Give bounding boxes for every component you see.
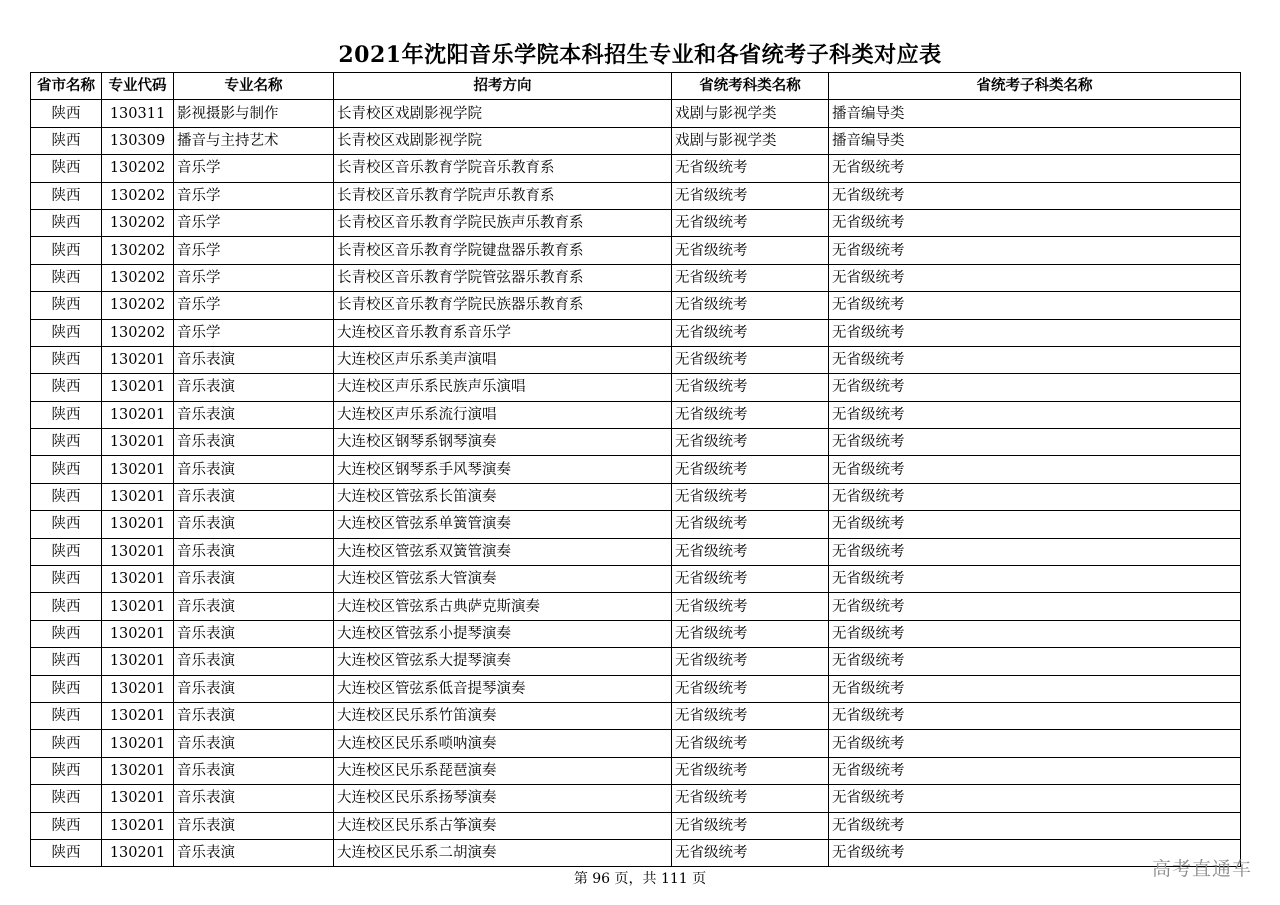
cell-province: 陕西 xyxy=(31,264,102,291)
cell-direction: 长青校区音乐教育学院声乐教育系 xyxy=(334,182,672,209)
cell-major-code: 130201 xyxy=(102,346,174,373)
cell-province: 陕西 xyxy=(31,429,102,456)
table-row xyxy=(31,209,1241,236)
cell-major-name: 音乐表演 xyxy=(174,401,334,428)
cell-exam-subcategory: 无省级统考 xyxy=(829,374,1241,401)
cell-major-code: 130202 xyxy=(102,292,174,319)
cell-exam-subcategory: 无省级统考 xyxy=(829,730,1241,757)
enrollment-table xyxy=(30,72,1241,867)
cell-direction: 大连校区民乐系竹笛演奏 xyxy=(334,702,672,729)
cell-direction: 大连校区管弦系单簧管演奏 xyxy=(334,511,672,538)
cell-exam-subcategory: 无省级统考 xyxy=(829,483,1241,510)
cell-exam-subcategory: 无省级统考 xyxy=(829,264,1241,291)
document-title: 2021年沈阳音乐学院本科招生专业和各省统考子科类对应表 xyxy=(338,42,942,68)
table-row xyxy=(31,675,1241,702)
table-row xyxy=(31,730,1241,757)
cell-major-name: 音乐表演 xyxy=(174,456,334,483)
cell-direction: 大连校区声乐系民族声乐演唱 xyxy=(334,374,672,401)
cell-exam-subcategory: 无省级统考 xyxy=(829,702,1241,729)
watermark-text: 高考直通车 xyxy=(1151,858,1252,880)
cell-major-name: 音乐表演 xyxy=(174,374,334,401)
cell-direction: 大连校区钢琴系手风琴演奏 xyxy=(334,456,672,483)
table-row xyxy=(31,620,1241,647)
cell-direction: 大连校区管弦系古典萨克斯演奏 xyxy=(334,593,672,620)
cell-direction: 大连校区民乐系古筝演奏 xyxy=(334,812,672,839)
table-row xyxy=(31,593,1241,620)
cell-major-code: 130201 xyxy=(102,429,174,456)
cell-major-code: 130202 xyxy=(102,182,174,209)
cell-direction: 长青校区音乐教育学院民族声乐教育系 xyxy=(334,209,672,236)
table-body xyxy=(31,100,1241,867)
cell-major-name: 音乐表演 xyxy=(174,839,334,866)
cell-direction: 大连校区管弦系小提琴演奏 xyxy=(334,620,672,647)
cell-province: 陕西 xyxy=(31,401,102,428)
table-row xyxy=(31,237,1241,264)
cell-direction: 大连校区民乐系扬琴演奏 xyxy=(334,785,672,812)
header-exam-subcategory: 省统考子科类名称 xyxy=(829,73,1241,100)
cell-exam-subcategory: 无省级统考 xyxy=(829,209,1241,236)
cell-province: 陕西 xyxy=(31,785,102,812)
cell-exam-category: 无省级统考 xyxy=(672,839,829,866)
cell-major-code: 130202 xyxy=(102,155,174,182)
cell-major-code: 130201 xyxy=(102,593,174,620)
cell-major-name: 音乐学 xyxy=(174,319,334,346)
cell-exam-category: 无省级统考 xyxy=(672,264,829,291)
cell-exam-subcategory: 无省级统考 xyxy=(829,538,1241,565)
cell-province: 陕西 xyxy=(31,209,102,236)
cell-province: 陕西 xyxy=(31,182,102,209)
cell-major-name: 音乐表演 xyxy=(174,812,334,839)
cell-exam-category: 无省级统考 xyxy=(672,319,829,346)
cell-exam-category: 无省级统考 xyxy=(672,620,829,647)
cell-major-name: 音乐表演 xyxy=(174,346,334,373)
cell-major-name: 音乐表演 xyxy=(174,785,334,812)
cell-major-code: 130201 xyxy=(102,483,174,510)
cell-direction: 大连校区民乐系二胡演奏 xyxy=(334,839,672,866)
table-row xyxy=(31,319,1241,346)
cell-direction: 大连校区民乐系唢呐演奏 xyxy=(334,730,672,757)
table-row xyxy=(31,456,1241,483)
cell-exam-subcategory: 无省级统考 xyxy=(829,757,1241,784)
cell-major-code: 130201 xyxy=(102,839,174,866)
cell-major-name: 音乐学 xyxy=(174,182,334,209)
cell-exam-category: 无省级统考 xyxy=(672,209,829,236)
table-row xyxy=(31,100,1241,127)
cell-major-code: 130202 xyxy=(102,319,174,346)
cell-province: 陕西 xyxy=(31,292,102,319)
table-row xyxy=(31,812,1241,839)
cell-province: 陕西 xyxy=(31,538,102,565)
cell-exam-category: 戏剧与影视学类 xyxy=(672,127,829,154)
cell-province: 陕西 xyxy=(31,566,102,593)
table-row xyxy=(31,648,1241,675)
cell-direction: 大连校区钢琴系钢琴演奏 xyxy=(334,429,672,456)
cell-exam-subcategory: 无省级统考 xyxy=(829,593,1241,620)
cell-exam-category: 无省级统考 xyxy=(672,182,829,209)
cell-exam-category: 无省级统考 xyxy=(672,812,829,839)
table-row xyxy=(31,374,1241,401)
cell-major-name: 播音与主持艺术 xyxy=(174,127,334,154)
header-direction: 招考方向 xyxy=(334,73,672,100)
cell-major-code: 130201 xyxy=(102,675,174,702)
cell-direction: 大连校区管弦系长笛演奏 xyxy=(334,483,672,510)
cell-province: 陕西 xyxy=(31,648,102,675)
cell-major-code: 130202 xyxy=(102,209,174,236)
cell-province: 陕西 xyxy=(31,839,102,866)
cell-province: 陕西 xyxy=(31,702,102,729)
cell-direction: 长青校区音乐教育学院民族器乐教育系 xyxy=(334,292,672,319)
cell-exam-category: 无省级统考 xyxy=(672,730,829,757)
cell-province: 陕西 xyxy=(31,237,102,264)
cell-exam-subcategory: 无省级统考 xyxy=(829,346,1241,373)
cell-major-code: 130202 xyxy=(102,264,174,291)
header-major-code: 专业代码 xyxy=(102,73,174,100)
cell-major-code: 130202 xyxy=(102,237,174,264)
page-number: 第 96 页，共 111 页 xyxy=(573,871,707,887)
cell-major-name: 音乐表演 xyxy=(174,511,334,538)
cell-exam-category: 无省级统考 xyxy=(672,675,829,702)
table-row xyxy=(31,511,1241,538)
table-row xyxy=(31,566,1241,593)
table-row xyxy=(31,264,1241,291)
cell-major-code: 130201 xyxy=(102,620,174,647)
cell-exam-subcategory: 无省级统考 xyxy=(829,675,1241,702)
cell-exam-subcategory: 无省级统考 xyxy=(829,401,1241,428)
cell-direction: 长青校区戏剧影视学院 xyxy=(334,100,672,127)
cell-province: 陕西 xyxy=(31,757,102,784)
header-exam-category: 省统考科类名称 xyxy=(672,73,829,100)
cell-direction: 大连校区声乐系美声演唱 xyxy=(334,346,672,373)
cell-major-code: 130201 xyxy=(102,456,174,483)
cell-major-name: 音乐表演 xyxy=(174,566,334,593)
cell-major-code: 130201 xyxy=(102,757,174,784)
cell-exam-subcategory: 无省级统考 xyxy=(829,319,1241,346)
cell-major-code: 130311 xyxy=(102,100,174,127)
cell-direction: 大连校区声乐系流行演唱 xyxy=(334,401,672,428)
cell-exam-category: 无省级统考 xyxy=(672,511,829,538)
cell-exam-category: 无省级统考 xyxy=(672,346,829,373)
cell-major-name: 音乐表演 xyxy=(174,620,334,647)
cell-major-name: 音乐表演 xyxy=(174,593,334,620)
cell-major-code: 130201 xyxy=(102,538,174,565)
cell-province: 陕西 xyxy=(31,812,102,839)
cell-major-name: 音乐表演 xyxy=(174,538,334,565)
cell-major-name: 音乐学 xyxy=(174,264,334,291)
table-row xyxy=(31,292,1241,319)
cell-exam-category: 无省级统考 xyxy=(672,456,829,483)
table-row xyxy=(31,702,1241,729)
cell-exam-category: 无省级统考 xyxy=(672,593,829,620)
cell-province: 陕西 xyxy=(31,100,102,127)
cell-province: 陕西 xyxy=(31,374,102,401)
cell-major-code: 130201 xyxy=(102,648,174,675)
table-row xyxy=(31,839,1241,866)
cell-province: 陕西 xyxy=(31,456,102,483)
cell-major-name: 音乐学 xyxy=(174,209,334,236)
cell-exam-subcategory: 无省级统考 xyxy=(829,620,1241,647)
cell-major-code: 130201 xyxy=(102,566,174,593)
cell-province: 陕西 xyxy=(31,319,102,346)
table-row xyxy=(31,785,1241,812)
cell-exam-category: 无省级统考 xyxy=(672,374,829,401)
cell-province: 陕西 xyxy=(31,675,102,702)
cell-direction: 大连校区民乐系琵琶演奏 xyxy=(334,757,672,784)
cell-direction: 大连校区管弦系大管演奏 xyxy=(334,566,672,593)
cell-exam-category: 无省级统考 xyxy=(672,155,829,182)
cell-major-code: 130201 xyxy=(102,812,174,839)
table-row xyxy=(31,127,1241,154)
cell-province: 陕西 xyxy=(31,483,102,510)
cell-direction: 长青校区戏剧影视学院 xyxy=(334,127,672,154)
table-row xyxy=(31,429,1241,456)
cell-exam-subcategory: 无省级统考 xyxy=(829,839,1241,866)
cell-exam-subcategory: 无省级统考 xyxy=(829,566,1241,593)
cell-direction: 长青校区音乐教育学院键盘器乐教育系 xyxy=(334,237,672,264)
cell-major-code: 130201 xyxy=(102,702,174,729)
cell-exam-subcategory: 无省级统考 xyxy=(829,511,1241,538)
cell-major-code: 130201 xyxy=(102,374,174,401)
cell-major-code: 130201 xyxy=(102,785,174,812)
cell-exam-category: 戏剧与影视学类 xyxy=(672,100,829,127)
cell-major-name: 音乐学 xyxy=(174,155,334,182)
cell-major-name: 音乐表演 xyxy=(174,429,334,456)
cell-exam-subcategory: 无省级统考 xyxy=(829,456,1241,483)
cell-exam-category: 无省级统考 xyxy=(672,401,829,428)
cell-province: 陕西 xyxy=(31,127,102,154)
cell-exam-category: 无省级统考 xyxy=(672,566,829,593)
cell-province: 陕西 xyxy=(31,346,102,373)
cell-major-code: 130309 xyxy=(102,127,174,154)
cell-exam-subcategory: 无省级统考 xyxy=(829,155,1241,182)
cell-exam-category: 无省级统考 xyxy=(672,292,829,319)
cell-exam-category: 无省级统考 xyxy=(672,237,829,264)
cell-major-name: 音乐表演 xyxy=(174,702,334,729)
cell-exam-subcategory: 播音编导类 xyxy=(829,100,1241,127)
cell-exam-subcategory: 无省级统考 xyxy=(829,429,1241,456)
cell-exam-subcategory: 无省级统考 xyxy=(829,237,1241,264)
cell-major-name: 音乐学 xyxy=(174,237,334,264)
cell-province: 陕西 xyxy=(31,511,102,538)
table-row xyxy=(31,182,1241,209)
cell-major-name: 影视摄影与制作 xyxy=(174,100,334,127)
cell-exam-subcategory: 无省级统考 xyxy=(829,812,1241,839)
cell-major-name: 音乐表演 xyxy=(174,648,334,675)
cell-exam-category: 无省级统考 xyxy=(672,538,829,565)
table-row xyxy=(31,538,1241,565)
table-row xyxy=(31,346,1241,373)
cell-direction: 大连校区管弦系低音提琴演奏 xyxy=(334,675,672,702)
cell-major-code: 130201 xyxy=(102,401,174,428)
cell-province: 陕西 xyxy=(31,155,102,182)
cell-direction: 长青校区音乐教育学院音乐教育系 xyxy=(334,155,672,182)
cell-province: 陕西 xyxy=(31,593,102,620)
cell-major-code: 130201 xyxy=(102,730,174,757)
cell-exam-category: 无省级统考 xyxy=(672,429,829,456)
cell-exam-category: 无省级统考 xyxy=(672,648,829,675)
cell-major-code: 130201 xyxy=(102,511,174,538)
cell-exam-subcategory: 无省级统考 xyxy=(829,182,1241,209)
table-row xyxy=(31,757,1241,784)
table-header-row xyxy=(31,73,1241,100)
table-row xyxy=(31,483,1241,510)
cell-major-name: 音乐表演 xyxy=(174,483,334,510)
cell-exam-category: 无省级统考 xyxy=(672,483,829,510)
cell-exam-subcategory: 无省级统考 xyxy=(829,785,1241,812)
cell-exam-category: 无省级统考 xyxy=(672,702,829,729)
cell-province: 陕西 xyxy=(31,620,102,647)
header-province: 省市名称 xyxy=(31,73,102,100)
cell-exam-category: 无省级统考 xyxy=(672,785,829,812)
cell-province: 陕西 xyxy=(31,730,102,757)
cell-exam-subcategory: 无省级统考 xyxy=(829,648,1241,675)
cell-exam-subcategory: 播音编导类 xyxy=(829,127,1241,154)
cell-exam-subcategory: 无省级统考 xyxy=(829,292,1241,319)
cell-major-name: 音乐表演 xyxy=(174,730,334,757)
cell-direction: 大连校区管弦系双簧管演奏 xyxy=(334,538,672,565)
cell-direction: 长青校区音乐教育学院管弦器乐教育系 xyxy=(334,264,672,291)
header-major-name: 专业名称 xyxy=(174,73,334,100)
cell-direction: 大连校区管弦系大提琴演奏 xyxy=(334,648,672,675)
cell-exam-category: 无省级统考 xyxy=(672,757,829,784)
table-row xyxy=(31,401,1241,428)
cell-major-name: 音乐学 xyxy=(174,292,334,319)
cell-major-name: 音乐表演 xyxy=(174,675,334,702)
cell-direction: 大连校区音乐教育系音乐学 xyxy=(334,319,672,346)
table-row xyxy=(31,155,1241,182)
cell-major-name: 音乐表演 xyxy=(174,757,334,784)
